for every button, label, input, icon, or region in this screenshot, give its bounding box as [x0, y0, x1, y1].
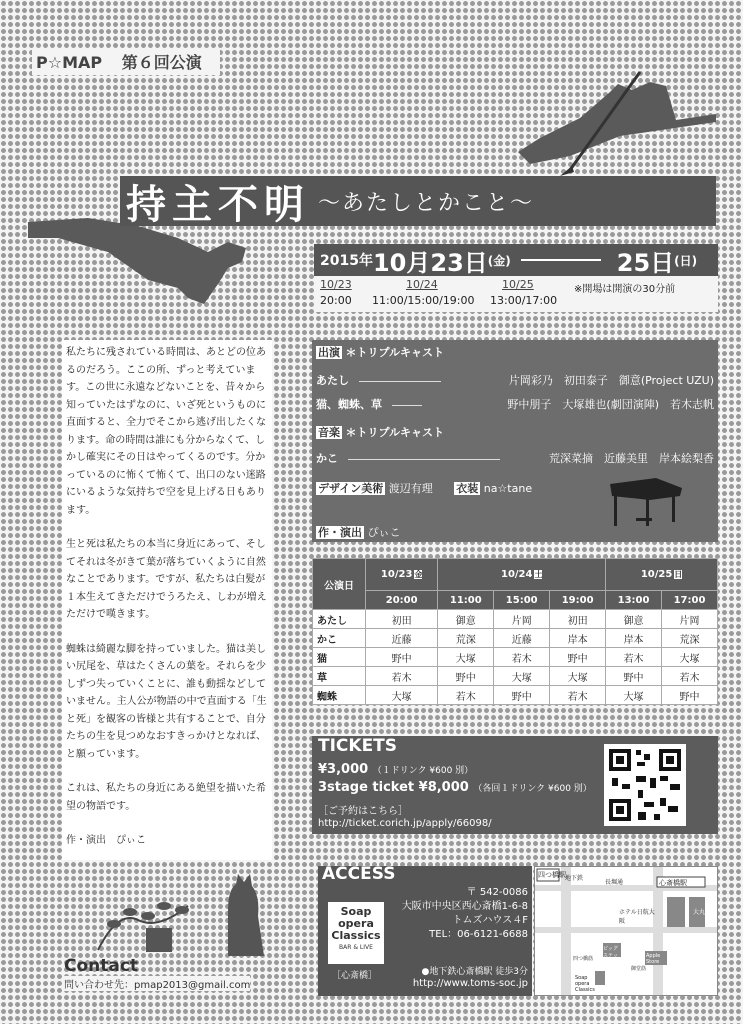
cast-cell: 近藤 [366, 629, 438, 648]
start-date: 10月23日 [372, 248, 488, 277]
station-info: ●地下鉄心斎橋駅 徒歩3分 [421, 967, 528, 977]
telephone: TEL：06-6121-6688 [429, 929, 528, 940]
table-row [313, 610, 718, 629]
triple-cast-label: ＊トリプルキャスト [345, 346, 445, 359]
price-single-note: （１ドリンク ¥600 別） [372, 766, 474, 776]
end-date: 25日 [616, 248, 675, 277]
venue-logo-line: Soap [340, 905, 372, 918]
venue-url-link[interactable]: http://www.toms-soc.jp [412, 978, 528, 989]
role-cell: 蜘蛛 [313, 686, 366, 705]
day-date: 10/23 [380, 569, 413, 580]
venue-area: ［心斎橋］ [332, 971, 378, 981]
intro-signature: 作・演出 ぴぃこ [66, 835, 146, 846]
map-label: ホテル日航大阪 [619, 909, 655, 925]
role-name: あたし [316, 374, 349, 387]
map-label: 御堂筋 [631, 966, 647, 972]
triple-cast-label: ＊トリプルキャスト [345, 426, 445, 439]
access-panel [318, 866, 532, 996]
map-label: 四つ橋筋 [573, 956, 594, 962]
perf-date: 10/24 [406, 278, 438, 291]
zip-code: 〒 542-0086 [466, 887, 528, 898]
qr-code-icon[interactable] [604, 744, 686, 826]
cast-cell: 荒深 [662, 629, 718, 648]
cast-label: 出演 [318, 346, 340, 359]
time-header: 15:00 [494, 591, 550, 610]
director-name: ぴぃこ [367, 526, 401, 539]
cast-row-atashi [316, 372, 714, 388]
map-label: ビッグステップ [603, 946, 618, 966]
table-row [313, 686, 718, 705]
table-row [313, 648, 718, 667]
cast-row-kako [316, 450, 714, 466]
end-dow: (日) [674, 253, 698, 268]
venue-map[interactable] [534, 866, 718, 996]
price-3stage: 3stage ticket ¥8,000 [318, 780, 469, 795]
role-name: 猫、蜘蛛、草 [316, 398, 382, 411]
dash-line [348, 459, 500, 460]
cast-cell: 岸本 [550, 629, 606, 648]
actor-names: 野中朋子 大塚雄也(劇団演陣) 若木志帆 [507, 398, 714, 411]
cast-row-others [316, 396, 714, 412]
designer-name: 渡辺有理 [388, 482, 433, 495]
cast-cell: 近藤 [494, 629, 550, 648]
cast-cell: 御意 [438, 610, 494, 629]
map-label: 心斎橋駅 [659, 879, 687, 887]
performance-times [314, 276, 718, 312]
upper-hand-illustration [500, 60, 716, 180]
map-label: 大丸 [693, 909, 706, 916]
venue-logo [328, 902, 384, 964]
day-header [438, 559, 606, 591]
day-dow: 土 [534, 570, 543, 579]
cast-cell: 大塚 [662, 648, 718, 667]
sub-title: 〜あたしとかこと〜 [318, 190, 535, 216]
intro-paragraph: 生と死は私たちの本当に身近にあって、そしてそれは冬がきて葉が落ちていくように自然なことであります。ですが、私たちは白髪が１本生えてきただけでうろたえ、しわが増えただけで嘆きます。 [66, 539, 267, 620]
cast-cell: 若木 [438, 686, 494, 705]
intro-paragraph: 蜘蛛は綺麗な脚を持っていました。猫は美しい尻尾を、草はたくさんの葉を。それらを少しずつ失っていくことに、誰も動揺などしていません。主人公が物語の中で直面する「生と死」を観客の皆様と共有することで、自分たちの生を見つめなおすきっかけとなれば、と願っています。 [66, 643, 267, 760]
role-cell: 猫 [313, 648, 366, 667]
series-name: P☆MAP [36, 53, 103, 72]
piano-icon [606, 474, 686, 534]
date-box [314, 244, 718, 312]
price-row-2 [318, 780, 592, 795]
time-header: 20:00 [366, 591, 438, 610]
intro-text [62, 340, 272, 860]
cast-cell: 若木 [606, 648, 662, 667]
music-heading [316, 424, 714, 440]
contact-heading: Contact [64, 956, 139, 976]
access-heading: ACCESS [322, 864, 396, 884]
year: 2015年 [320, 253, 373, 269]
venue-logo-small: BAR & LIVE [339, 944, 373, 951]
cast-cell: 若木 [366, 667, 438, 686]
date-bar [314, 244, 718, 276]
music-label: 音楽 [318, 426, 340, 439]
actor-names: 荒深菜摘 近藤美里 岸本絵梨香 [549, 452, 714, 465]
main-title: 持主不明 [126, 180, 310, 228]
cast-cell: 野中 [662, 686, 718, 705]
cast-panel [312, 340, 718, 542]
day-dow: 日 [674, 570, 683, 579]
plant-and-cat-illustration [78, 870, 278, 956]
cast-heading [316, 344, 714, 360]
role-cell: 草 [313, 667, 366, 686]
ticket-url-link[interactable]: http://ticket.corich.jp/apply/66098/ [318, 818, 492, 829]
day-header [606, 559, 718, 591]
cast-cell: 御意 [606, 610, 662, 629]
cast-cell: 若木 [662, 667, 718, 686]
cast-cell: 片岡 [494, 610, 550, 629]
start-dow: (金) [487, 253, 511, 268]
cast-cell: 野中 [366, 648, 438, 667]
map-label: Apple Store [646, 953, 661, 965]
day-header [366, 559, 438, 591]
day-date: 10/25 [640, 569, 673, 580]
map-label: Soap opera Classics [575, 975, 595, 993]
venue-address [402, 886, 528, 942]
contact-email[interactable]: 問い合わせ先：pmap2013@gmail.com [64, 976, 250, 991]
cast-cell: 大塚 [494, 667, 550, 686]
costume-label: 衣装 [456, 482, 479, 495]
cast-cell: 初田 [550, 610, 606, 629]
role-name: かこ [316, 452, 338, 465]
address-line: 大阪市中央区西心斎橋1-6-8 [401, 901, 528, 912]
cast-cell: 片岡 [662, 610, 718, 629]
cast-cell: 大塚 [550, 667, 606, 686]
edition-label: 第６回公演 [121, 53, 202, 72]
time-header: 13:00 [606, 591, 662, 610]
map-streets [535, 867, 717, 995]
day-date: 10/24 [500, 569, 533, 580]
cast-cell: 野中 [606, 667, 662, 686]
cast-cell: 野中 [550, 648, 606, 667]
perf-times: 13:00/17:00 [490, 294, 558, 307]
address-line: トムズハウス４F [452, 915, 528, 926]
series-header [32, 48, 220, 75]
cast-cell: 大塚 [438, 648, 494, 667]
title-banner [120, 176, 716, 226]
perf-times: 11:00/15:00/19:00 [372, 294, 475, 307]
schedule-table-container [312, 558, 718, 718]
cast-cell: 荒深 [438, 629, 494, 648]
venue-logo-line: opera [338, 917, 374, 930]
perf-times: 20:00 [320, 294, 352, 307]
schedule-table [312, 558, 718, 705]
map-label: 長堀通 [605, 879, 624, 886]
role-cell: あたし [313, 610, 366, 629]
doors-note: ※開場は開演の30分前 [574, 284, 676, 295]
cast-cell: 若木 [550, 686, 606, 705]
perf-date: 10/25 [502, 278, 534, 291]
day-dow: 金 [414, 570, 423, 579]
schedule-header-label: 公演日 [313, 559, 366, 610]
venue-logo-line: Classics [331, 929, 381, 942]
director-label: 作・演出 [318, 526, 362, 539]
design-label: デザイン美術 [318, 482, 384, 495]
tickets-heading: TICKETS [318, 736, 398, 756]
price-3stage-note: （各回１ドリンク ¥600 別） [473, 784, 592, 794]
price-single: ¥3,000 [318, 762, 369, 777]
dash-line [392, 405, 422, 406]
map-label: 地下鉄 [565, 875, 584, 882]
time-header: 17:00 [662, 591, 718, 610]
date-dash [521, 259, 601, 261]
intro-paragraph: 私たちに残されている時間は、あとどの位あるのだろう。ここの所、ずっと考えています。この世に永遠などないことを、昔々から知っていたはずなのに、いざ死というものに直面すると、全力でそこから逃げ出したくなります。命の時間は誰にも分からなくて、しかし確実にその日はやってくるのです。分かっているのに怖くて怖くて、出口のない迷路にいるような気持ちで空を見上げる日もあります。 [66, 347, 266, 516]
table-row [313, 629, 718, 648]
cast-cell: 大塚 [606, 686, 662, 705]
dash-line [359, 381, 441, 382]
intro-paragraph: これは、私たちの身近にある絶望を描いた希望の物語です。 [66, 783, 266, 812]
table-row [313, 667, 718, 686]
cast-cell: 初田 [366, 610, 438, 629]
cast-cell: 岸本 [606, 629, 662, 648]
cast-cell: 野中 [438, 667, 494, 686]
reserve-label: ［ご予約はこちら］ [318, 806, 408, 817]
map-label: 四つ橋駅 [538, 871, 566, 879]
costume-name: na☆tane [483, 482, 533, 495]
role-cell: かこ [313, 629, 366, 648]
time-header: 11:00 [438, 591, 494, 610]
cast-cell: 大塚 [366, 686, 438, 705]
cast-cell: 野中 [494, 686, 550, 705]
tickets-panel [312, 736, 718, 834]
price-row-1 [318, 762, 473, 777]
cast-cell: 若木 [494, 648, 550, 667]
perf-date: 10/23 [320, 278, 352, 291]
time-header: 19:00 [550, 591, 606, 610]
actor-names: 片岡彩乃 初田泰子 御意(Project UZU) [508, 374, 714, 387]
